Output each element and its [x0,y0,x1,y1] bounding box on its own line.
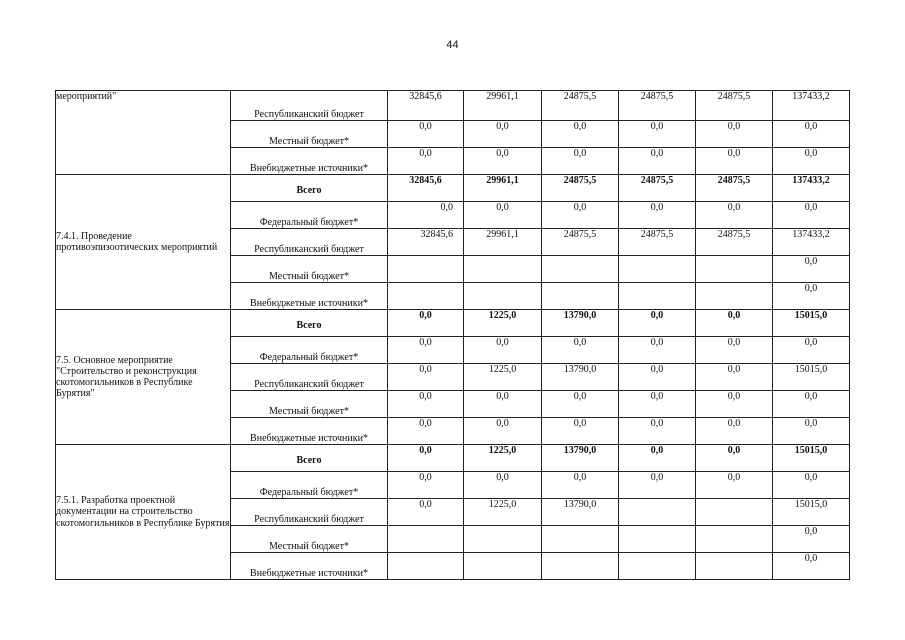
value-year-2: 1225,0 [464,445,542,472]
value-year-5: 0,0 [696,121,773,148]
value-year-4 [619,283,696,310]
value-year-4: 0,0 [619,445,696,472]
value-year-2 [464,283,542,310]
value-year-4 [619,256,696,283]
value-year-1: 0,0 [388,499,464,526]
funding-source-label: Внебюджетные источники* [231,553,388,580]
value-year-5: 0,0 [696,364,773,391]
value-year-2: 0,0 [464,391,542,418]
value-year-5 [696,256,773,283]
funding-source-label: Федеральный бюджет* [231,337,388,364]
value-year-2: 29961,1 [464,175,542,202]
value-year-1 [388,256,464,283]
funding-source-label: Внебюджетные источники* [231,418,388,445]
value-total: 0,0 [773,526,850,553]
page-number: 44 [446,39,459,51]
funding-source-label: Республиканский бюджет [231,91,388,121]
value-total: 0,0 [773,337,850,364]
funding-source-label: Местный бюджет* [231,121,388,148]
value-year-5: 24875,5 [696,175,773,202]
value-year-5: 0,0 [696,202,773,229]
value-year-3: 13790,0 [542,364,619,391]
value-year-2: 29961,1 [464,229,542,256]
table-row [56,310,850,337]
value-year-4: 0,0 [619,148,696,175]
value-total: 0,0 [773,418,850,445]
activity-description: 7.5. Основное мероприятие "Строительство и реконструкция скотомогильников в Республике Бурятия" [56,310,231,445]
value-year-1: 0,0 [388,445,464,472]
value-total: 0,0 [773,472,850,499]
value-year-3 [542,283,619,310]
value-year-1: 0,0 [388,148,464,175]
value-year-5: 0,0 [696,445,773,472]
value-year-4: 0,0 [619,391,696,418]
value-year-3: 0,0 [542,202,619,229]
value-year-3 [542,256,619,283]
value-total: 137433,2 [773,175,850,202]
value-year-1: 0,0 [388,364,464,391]
value-year-3: 0,0 [542,472,619,499]
value-year-3: 0,0 [542,148,619,175]
value-total: 137433,2 [773,229,850,256]
value-total: 0,0 [773,148,850,175]
value-year-2: 1225,0 [464,499,542,526]
value-year-3: 13790,0 [542,310,619,337]
value-year-5: 0,0 [696,148,773,175]
value-year-3: 24875,5 [542,229,619,256]
value-year-5: 0,0 [696,391,773,418]
value-year-1: 0,0 [388,310,464,337]
value-year-4: 0,0 [619,364,696,391]
value-year-2: 0,0 [464,337,542,364]
value-year-1: 0,0 [388,202,464,229]
value-year-2 [464,553,542,580]
value-year-1: 0,0 [388,337,464,364]
value-year-2: 1225,0 [464,364,542,391]
activity-description: 7.4.1. Проведение противоэпизоотических мероприятий [56,175,231,310]
value-year-1 [388,553,464,580]
value-year-3 [542,526,619,553]
value-year-2: 0,0 [464,148,542,175]
value-year-3: 0,0 [542,391,619,418]
value-total: 15015,0 [773,499,850,526]
value-year-1: 32845,6 [388,229,464,256]
activity-description: 7.5.1. Разработка проектной документации на строительство скотомогильников в Республике Бурятия [56,445,231,580]
value-total: 15015,0 [773,310,850,337]
funding-source-label: Местный бюджет* [231,526,388,553]
funding-source-label: Местный бюджет* [231,256,388,283]
value-year-1: 0,0 [388,472,464,499]
value-total: 15015,0 [773,364,850,391]
table-row [56,175,850,202]
value-year-5: 0,0 [696,310,773,337]
value-year-3: 0,0 [542,418,619,445]
value-year-3 [542,553,619,580]
value-year-1: 0,0 [388,418,464,445]
value-year-4: 0,0 [619,202,696,229]
value-year-5 [696,499,773,526]
value-year-4: 24875,5 [619,229,696,256]
value-year-1 [388,283,464,310]
value-total: 0,0 [773,256,850,283]
value-year-5 [696,283,773,310]
value-year-5: 0,0 [696,337,773,364]
value-year-4 [619,499,696,526]
table-row [56,445,850,472]
value-year-5 [696,553,773,580]
value-year-3: 13790,0 [542,499,619,526]
value-year-5: 24875,5 [696,229,773,256]
value-year-4: 0,0 [619,310,696,337]
funding-source-label: Внебюджетные источники* [231,283,388,310]
funding-source-label: Федеральный бюджет* [231,472,388,499]
value-year-4 [619,526,696,553]
budget-table-body [56,91,850,580]
funding-source-label: Внебюджетные источники* [231,148,388,175]
value-year-2: 0,0 [464,418,542,445]
value-year-2: 29961,1 [464,91,542,121]
value-year-4: 0,0 [619,472,696,499]
total-label: Всего [231,175,388,202]
value-year-5 [696,526,773,553]
value-total: 0,0 [773,553,850,580]
total-label: Всего [231,310,388,337]
value-year-2: 0,0 [464,472,542,499]
funding-source-label: Местный бюджет* [231,391,388,418]
value-year-2 [464,256,542,283]
table-row [56,91,850,121]
funding-source-label: Республиканский бюджет [231,229,388,256]
value-year-5: 24875,5 [696,91,773,121]
value-year-2: 0,0 [464,202,542,229]
total-label: Всего [231,445,388,472]
value-year-3: 13790,0 [542,445,619,472]
value-year-4: 0,0 [619,418,696,445]
value-year-1: 0,0 [388,391,464,418]
budget-table [55,90,850,580]
value-year-2 [464,526,542,553]
value-year-5: 0,0 [696,472,773,499]
value-year-5: 0,0 [696,418,773,445]
value-year-3: 24875,5 [542,175,619,202]
value-total: 0,0 [773,283,850,310]
activity-description: мероприятий" [56,91,231,175]
value-year-1 [388,526,464,553]
value-year-4: 24875,5 [619,175,696,202]
value-year-4: 24875,5 [619,91,696,121]
value-year-3: 24875,5 [542,91,619,121]
value-year-4: 0,0 [619,337,696,364]
funding-source-label: Республиканский бюджет [231,364,388,391]
value-year-4: 0,0 [619,121,696,148]
value-total: 137433,2 [773,91,850,121]
value-year-1: 0,0 [388,121,464,148]
value-year-3: 0,0 [542,337,619,364]
value-total: 0,0 [773,121,850,148]
value-year-2: 0,0 [464,121,542,148]
value-year-3: 0,0 [542,121,619,148]
funding-source-label: Республиканский бюджет [231,499,388,526]
value-year-1: 32845,6 [388,91,464,121]
value-year-1: 32845,6 [388,175,464,202]
value-year-4 [619,553,696,580]
funding-source-label: Федеральный бюджет* [231,202,388,229]
value-year-2: 1225,0 [464,310,542,337]
value-total: 0,0 [773,391,850,418]
value-total: 15015,0 [773,445,850,472]
value-total: 0,0 [773,202,850,229]
